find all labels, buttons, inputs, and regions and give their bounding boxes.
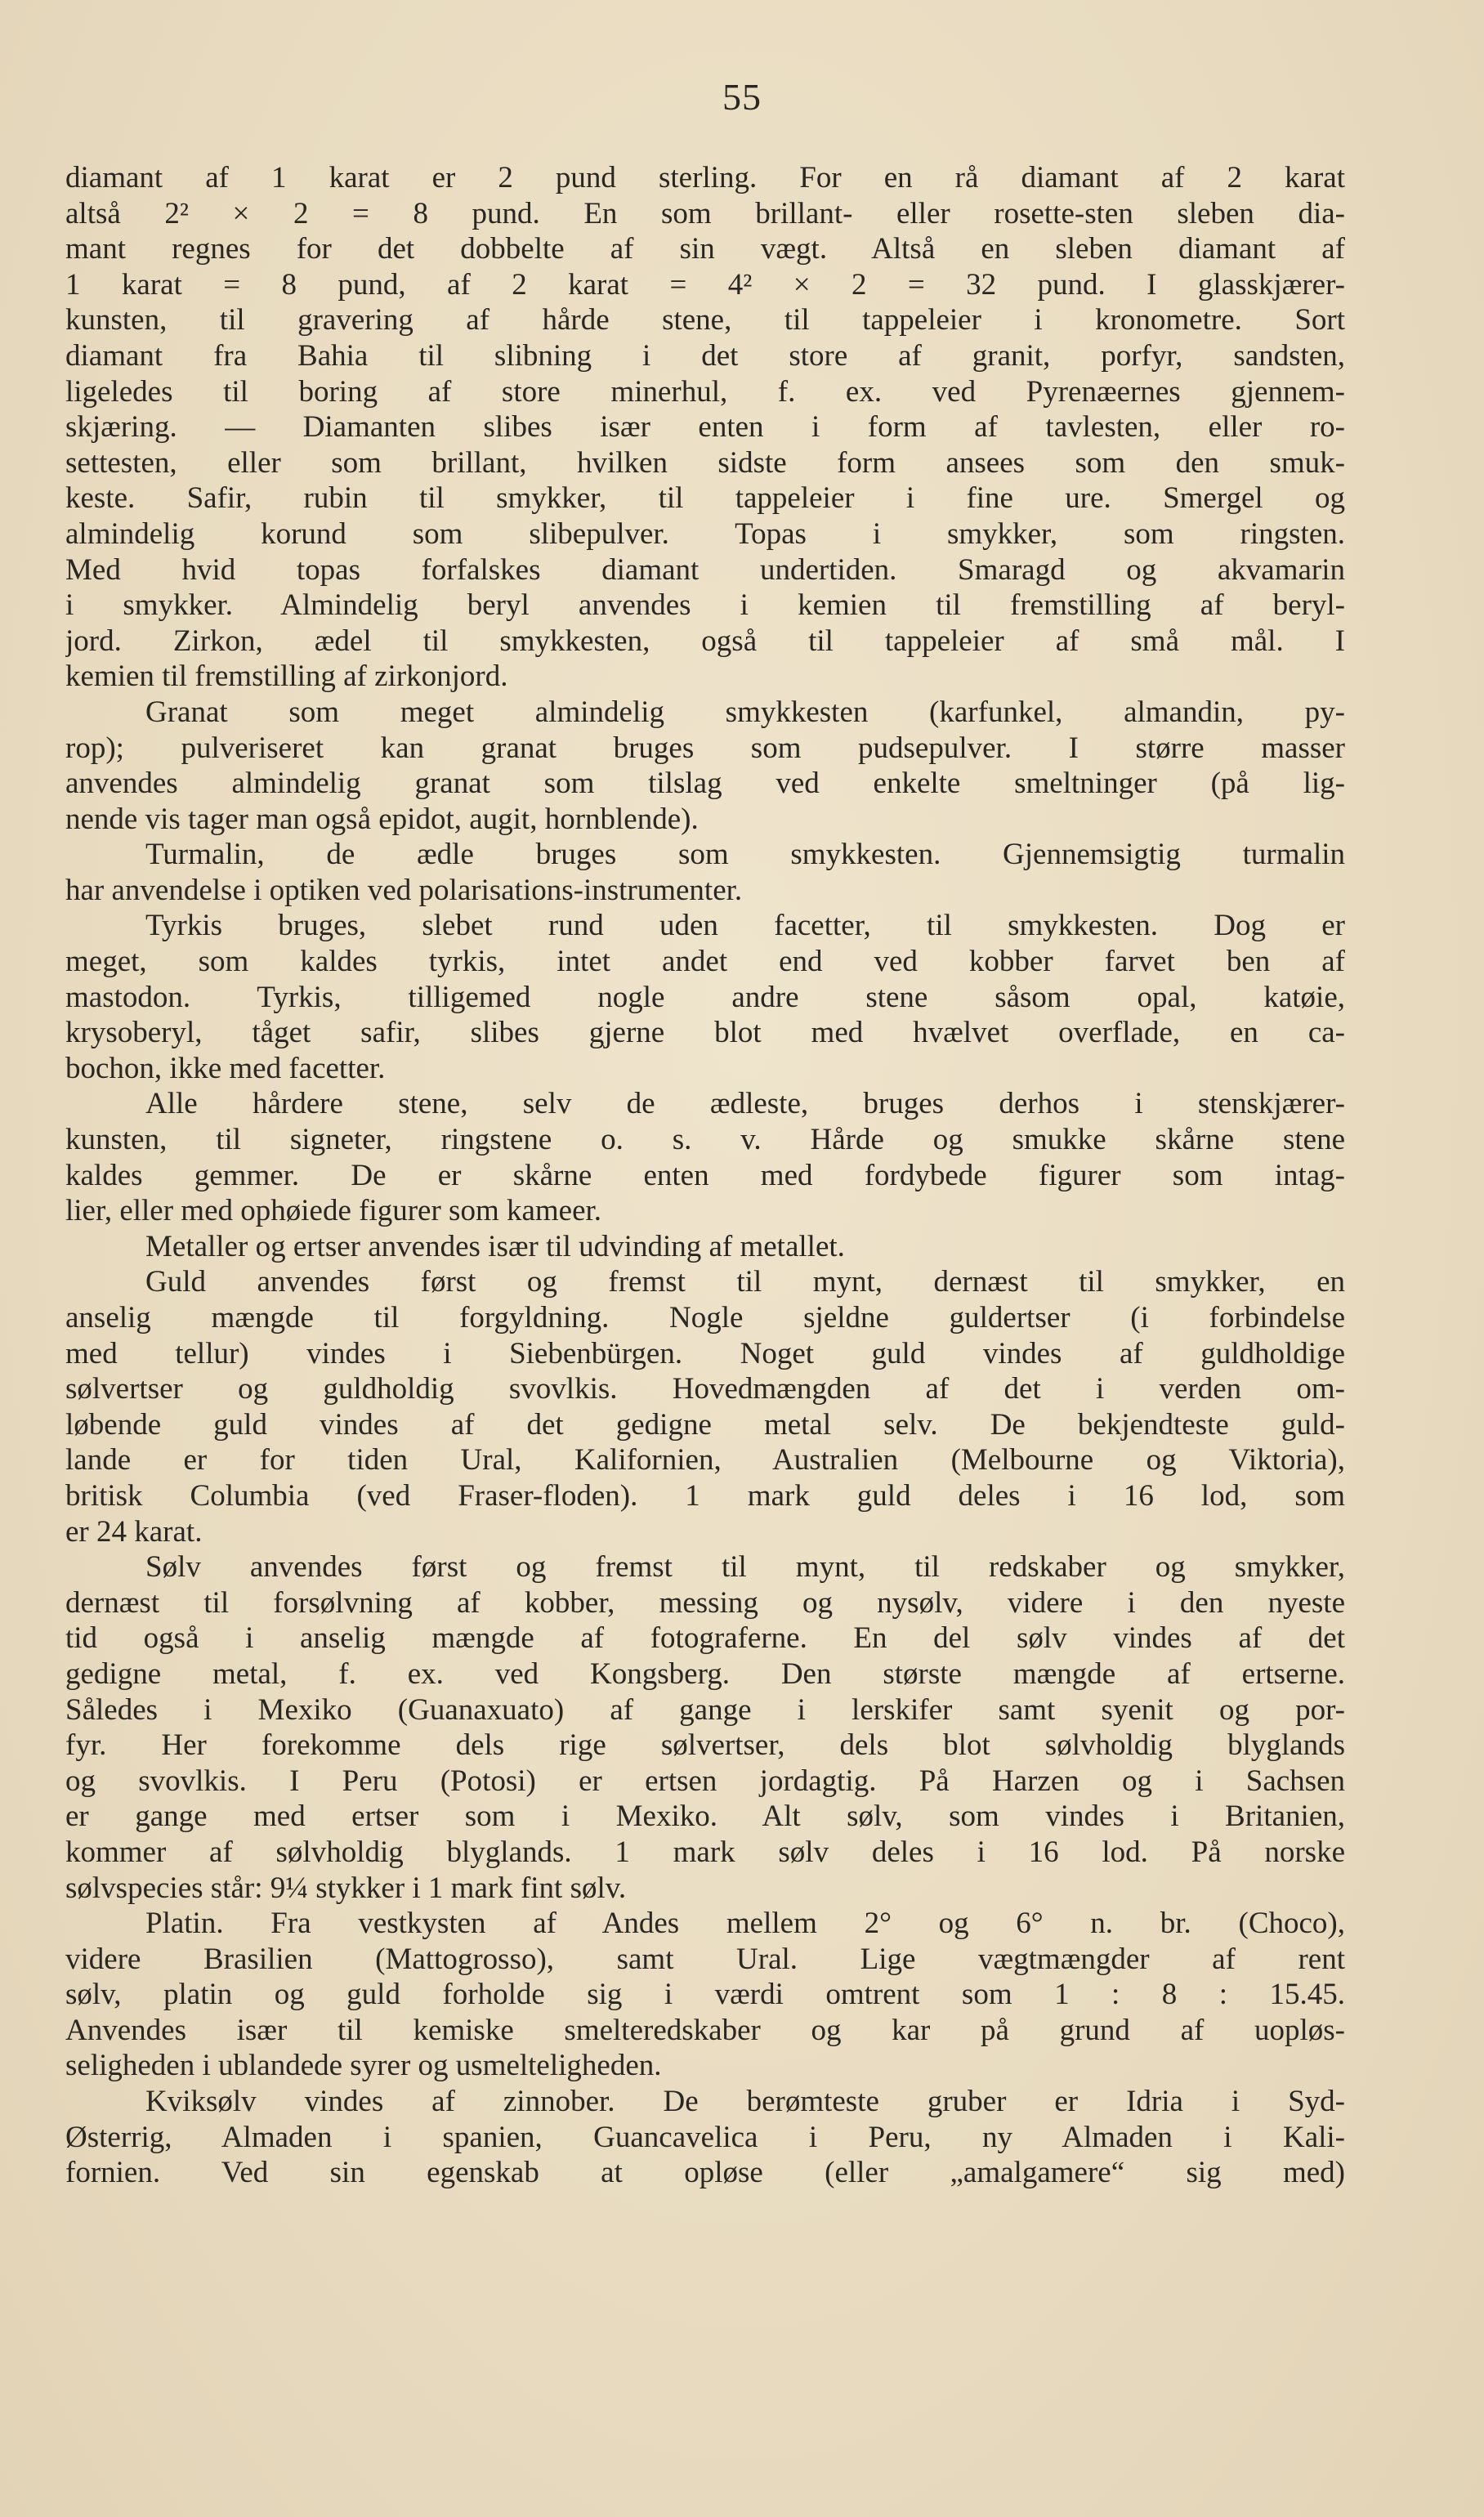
text-line: dernæst til forsølvning af kobber, messing og nysølv, videre i den nyeste bbox=[65, 1585, 1345, 1620]
text-line: har anvendelse i optiken ved polarisations-instrumenter. bbox=[65, 873, 743, 907]
text-line: kaldes gemmer. De er skårne enten med fordybede figurer som intag- bbox=[65, 1158, 1345, 1192]
text-line: sølvertser og guldholdig svovlkis. Hovedmængden af det i verden om- bbox=[65, 1372, 1345, 1406]
page-number: 55 bbox=[722, 76, 762, 118]
text-line: krysoberyl, tåget safir, slibes gjerne blot med hvælvet overflade, en ca- bbox=[65, 1016, 1345, 1050]
text-line: og svovlkis. I Peru (Potosi) er ertsen jordagtig. På Harzen og i Sachsen bbox=[65, 1764, 1345, 1798]
text-line: fornien. Ved sin egenskab at opløse (eller „amalgamere“ sig med) bbox=[65, 2156, 1345, 2190]
text-line: Platin. Fra vestkysten af Andes mellem 2° og 6° n. br. (Choco), bbox=[145, 1907, 1345, 1941]
body-text bbox=[65, 160, 1345, 2191]
text-line: almindelig korund som slibepulver. Topas i smykker, som ringsten. bbox=[65, 516, 1345, 551]
text-line: lier, eller med ophøiede figurer som kameer. bbox=[65, 1194, 602, 1228]
text-line: med tellur) vindes i Siebenbürgen. Noget guld vindes af guldholdige bbox=[65, 1336, 1345, 1370]
text-line: settesten, eller som brillant, hvilken sidste form ansees som den smuk- bbox=[65, 445, 1345, 480]
text-line: Guld anvendes først og fremst til mynt, dernæst til smykker, en bbox=[145, 1265, 1345, 1299]
text-line: lande er for tiden Ural, Kalifornien, Australien (Melbourne og Viktoria), bbox=[65, 1443, 1345, 1478]
text-line: kunsten, til signeter, ringstene o. s. v. Hårde og smukke skårne stene bbox=[65, 1123, 1345, 1157]
text-line: videre Brasilien (Mattogrosso), samt Ural. Lige vægtmængder af rent bbox=[65, 1942, 1345, 1976]
text-line: Alle hårdere stene, selv de ædleste, bruges derhos i stenskjærer- bbox=[145, 1087, 1345, 1121]
text-line: Kviksølv vindes af zinnober. De berømteste gruber er Idria i Syd- bbox=[145, 2085, 1345, 2119]
text-line: Tyrkis bruges, slebet rund uden facetter, til smykkesten. Dog er bbox=[145, 909, 1345, 943]
text-line: Granat som meget almindelig smykkesten (karfunkel, almandin, py- bbox=[145, 695, 1345, 729]
text-line: gedigne metal, f. ex. ved Kongsberg. Den største mængde af ertserne. bbox=[65, 1656, 1345, 1691]
text-line: løbende guld vindes af det gedigne metal selv. De bekjendteste guld- bbox=[65, 1407, 1345, 1442]
text-line: er 24 karat. bbox=[65, 1514, 203, 1549]
text-line: diamant fra Bahia til slibning i det store af granit, porfyr, sandsten, bbox=[65, 338, 1345, 373]
text-line: altså 2² × 2 = 8 pund. En som brillant- eller rosette-sten sleben dia- bbox=[65, 196, 1345, 230]
text-line: kommer af sølvholdig blyglands. 1 mark sølv deles i 16 lod. På norske bbox=[65, 1835, 1345, 1869]
text-line: Anvendes især til kemiske smelteredskaber og kar på grund af uopløs- bbox=[65, 2013, 1345, 2047]
text-line: fyr. Her forekomme dels rige sølvertser, dels blot sølvholdig blyglands bbox=[65, 1728, 1345, 1763]
text-line: diamant af 1 karat er 2 pund sterling. For en rå diamant af 2 karat bbox=[65, 161, 1345, 194]
text-line: britisk Columbia (ved Fraser-floden). 1 mark guld deles i 16 lod, som bbox=[65, 1478, 1345, 1513]
text-line: tid også i anselig mængde af fotograferne. En del sølv vindes af det bbox=[65, 1621, 1345, 1656]
text-line: anvendes almindelig granat som tilslag ved enkelte smeltninger (på lig- bbox=[65, 767, 1345, 801]
text-line: Således i Mexiko (Guanaxuato) af gange i lerskifer samt syenit og por- bbox=[65, 1692, 1345, 1727]
text-line: meget, som kaldes tyrkis, intet andet end ved kobber farvet ben af bbox=[65, 945, 1345, 979]
text-line: kunsten, til gravering af hårde stene, til tappeleier i kronometre. Sort bbox=[65, 303, 1345, 338]
text-line: keste. Safir, rubin til smykker, til tappeleier i fine ure. Smergel og bbox=[65, 481, 1345, 516]
text-line: Østerrig, Almaden i spanien, Guancavelica i Peru, ny Almaden i Kali- bbox=[65, 2120, 1345, 2154]
text-line: Med hvid topas forfalskes diamant undertiden. Smaragd og akvamarin bbox=[65, 552, 1345, 587]
text-line: anselig mængde til forgyldning. Nogle sjeldne guldertser (i forbindelse bbox=[65, 1301, 1345, 1335]
text-line: sølv, platin og guld forholde sig i værdi omtrent som 1 : 8 : 15.45. bbox=[65, 1978, 1345, 2012]
text-line: Metaller og ertser anvendes især til udvinding af metallet. bbox=[145, 1229, 845, 1263]
text-line: kemien til fremstilling af zirkonjord. bbox=[65, 659, 508, 694]
text-line: sølvspecies står: 9¼ stykker i 1 mark fint sølv. bbox=[65, 1871, 627, 1905]
text-line: Sølv anvendes først og fremst til mynt, til redskaber og smykker, bbox=[145, 1550, 1345, 1585]
text-line: rop); pulveriseret kan granat bruges som pudsepulver. I større masser bbox=[65, 731, 1345, 765]
text-line: i smykker. Almindelig beryl anvendes i kemien til fremstilling af beryl- bbox=[65, 588, 1345, 623]
text-line: mant regnes for det dobbelte af sin vægt. Altså en sleben diamant af bbox=[65, 232, 1345, 266]
text-line: nende vis tager man også epidot, augit, hornblende). bbox=[65, 802, 699, 836]
text-line: ligeledes til boring af store minerhul, f. ex. ved Pyrenæernes gjennem- bbox=[65, 374, 1345, 409]
text-line: bochon, ikke med facetter. bbox=[65, 1051, 386, 1085]
text-line: mastodon. Tyrkis, tilligemed nogle andre stene såsom opal, katøie, bbox=[65, 980, 1345, 1014]
text-line: jord. Zirkon, ædel til smykkesten, også til tappeleier af små mål. I bbox=[65, 624, 1345, 658]
text-line: seligheden i ublandede syrer og usmelteligheden. bbox=[65, 2049, 662, 2083]
text-line: er gange med ertser som i Mexiko. Alt sølv, som vindes i Britanien, bbox=[65, 1799, 1345, 1834]
text-line: Turmalin, de ædle bruges som smykkesten. Gjennemsigtig turmalin bbox=[145, 838, 1345, 872]
text-line: 1 karat = 8 pund, af 2 karat = 4² × 2 = 32 pund. I glasskjærer- bbox=[65, 267, 1345, 302]
text-line: skjæring. — Diamanten slibes især enten i form af tavlesten, eller ro- bbox=[65, 410, 1345, 445]
